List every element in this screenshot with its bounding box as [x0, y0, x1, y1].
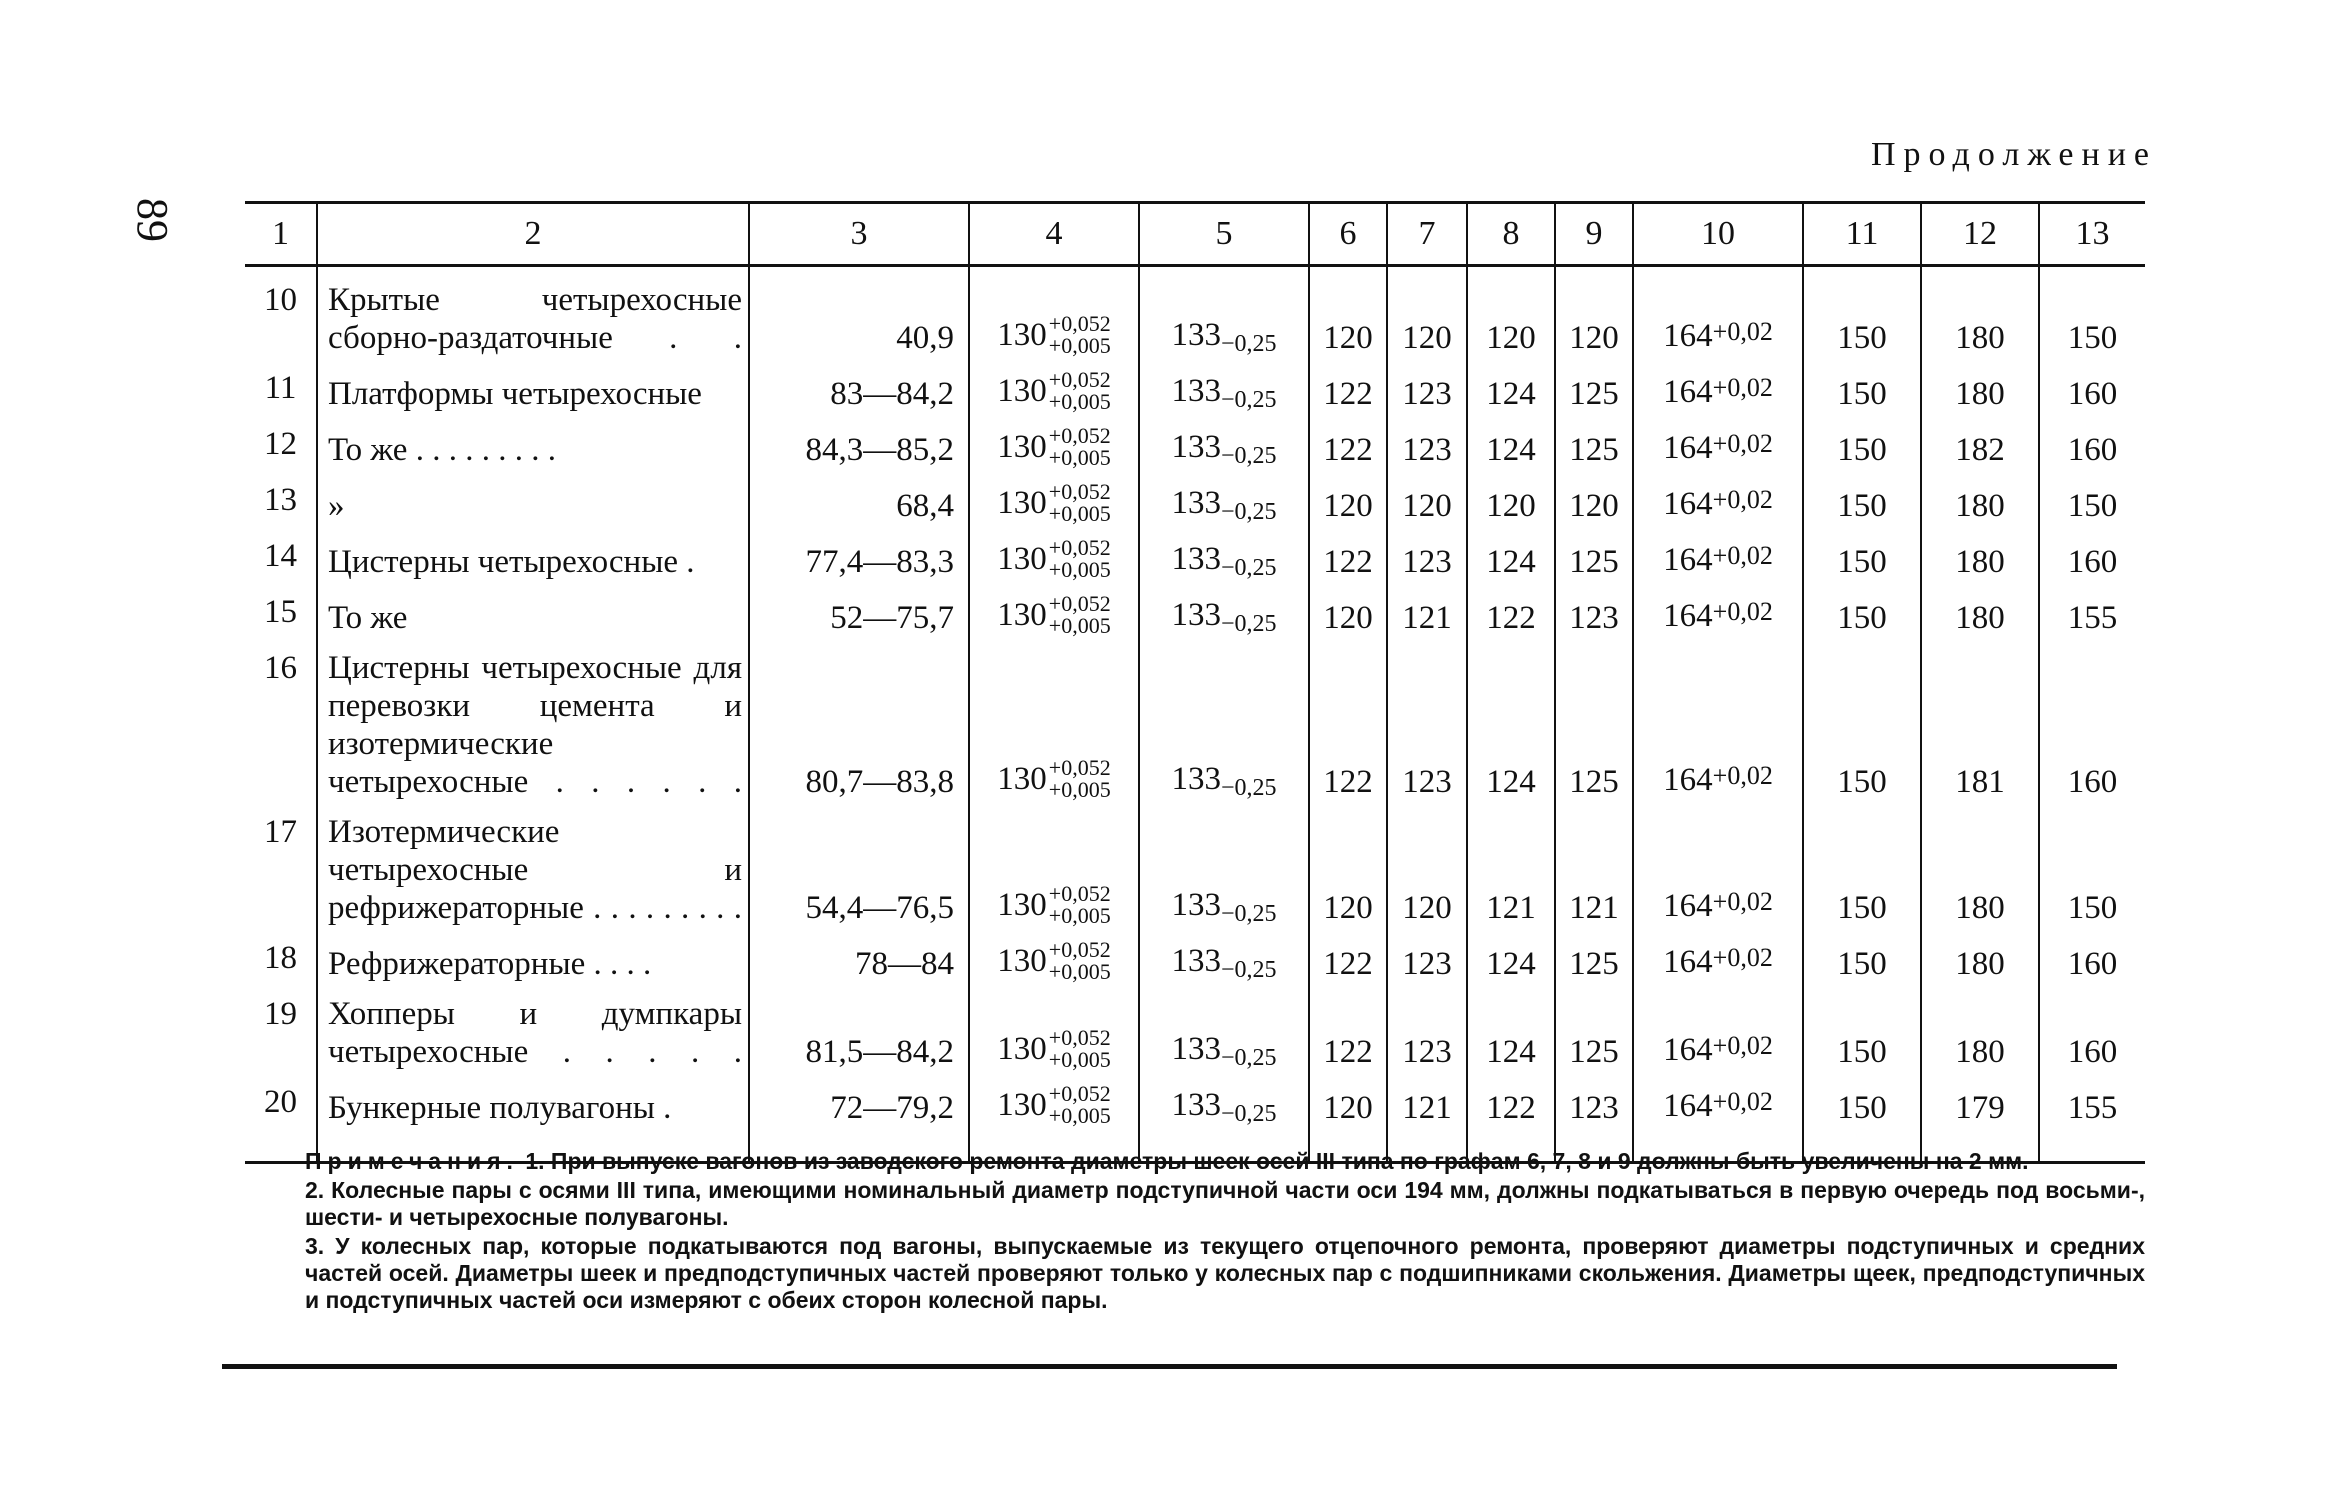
journal-diameter-c8: 124 — [1467, 363, 1555, 419]
journal-diameter-c9: 120 — [1555, 475, 1633, 531]
diameter-c13: 160 — [2039, 419, 2145, 475]
tolerance-133 — [1139, 933, 1309, 989]
tolerance-base: 164 — [1663, 542, 1713, 578]
journal-diameter-c7: 120 — [1387, 475, 1467, 531]
tolerance-lower: +0,005 — [1048, 333, 1111, 358]
axle-load-range: 40,9 — [749, 266, 969, 364]
journal-diameter-c7: 123 — [1387, 531, 1467, 587]
tolerance-base: 164 — [1663, 888, 1713, 924]
diameter-c11: 150 — [1803, 419, 1921, 475]
tolerance-upper: +0,052 — [1048, 1081, 1111, 1106]
row-number: 13 — [264, 482, 297, 518]
tolerance-133 — [1139, 587, 1309, 643]
table-row — [245, 989, 2145, 1077]
tolerance-133 — [1139, 807, 1309, 933]
journal-diameter-c9: 123 — [1555, 1077, 1633, 1163]
column-header-10: 10 — [1633, 203, 1803, 266]
tolerance-base: 133 — [1171, 943, 1221, 979]
tolerance-164 — [1633, 643, 1803, 807]
tolerance-upper: +0,052 — [1048, 591, 1111, 616]
diameter-c12: 180 — [1921, 363, 2039, 419]
axle-load-range: 80,7—83,8 — [749, 643, 969, 807]
diameter-c11: 150 — [1803, 266, 1921, 364]
tolerance-base: 164 — [1663, 318, 1713, 354]
journal-diameter-c7: 123 — [1387, 419, 1467, 475]
table-row — [245, 266, 2145, 364]
note-3: 3. У колесных пар, которые подкатываются под вагоны, выпускаемые из текущего отцепочного ремонта, проверяют диаметры подступичных и средних частей осей. Диаметры шеек и предподступичных частей проверяют только у колесных пар с подшипниками скольжения. Диаметры щеек, предподступичных и подступичных частей оси измеряют с обеих сторон колесной пары. — [305, 1233, 2145, 1313]
tolerance-deviation: −0,25 — [1220, 387, 1277, 413]
car-type-name: Рефрижераторные . . . . — [317, 933, 749, 989]
tolerance-164 — [1633, 989, 1803, 1077]
tolerance-164 — [1633, 807, 1803, 933]
diameter-c13: 160 — [2039, 933, 2145, 989]
tolerance-deviation: +0,02 — [1712, 1087, 1773, 1116]
tolerance-164 — [1633, 266, 1803, 364]
tolerance-base: 130 — [997, 597, 1047, 633]
journal-diameter-c7: 120 — [1387, 266, 1467, 364]
diameter-c11: 150 — [1803, 587, 1921, 643]
journal-diameter-c9: 125 — [1555, 531, 1633, 587]
tolerance-base: 130 — [997, 429, 1047, 465]
journal-diameter-c7: 123 — [1387, 989, 1467, 1077]
tolerance-base: 130 — [997, 761, 1047, 797]
table-row — [245, 363, 2145, 419]
axle-load-range: 81,5—84,2 — [749, 989, 969, 1077]
tolerance-lower: +0,005 — [1048, 445, 1111, 470]
table-row — [245, 807, 2145, 933]
tolerance-base: 130 — [997, 943, 1047, 979]
car-type-name: Хопперы и думпкары четырехосные . . . . . — [317, 989, 749, 1077]
journal-diameter-c8: 121 — [1467, 807, 1555, 933]
journal-diameter-c6: 120 — [1309, 807, 1387, 933]
tolerance-deviation: +0,02 — [1712, 373, 1773, 402]
journal-diameter-c9: 125 — [1555, 989, 1633, 1077]
tolerance-base: 130 — [997, 1087, 1047, 1123]
note-2: 2. Колесные пары с осями III типа, имеющими номинальный диаметр подступичной части оси 194 мм, должны подкатываться в первую очередь под восьми-, шести- и четырехосные полувагоны. — [305, 1177, 2145, 1230]
tolerance-base: 164 — [1663, 374, 1713, 410]
tolerance-deviation: +0,02 — [1712, 429, 1773, 458]
row-number: 20 — [245, 1077, 317, 1163]
journal-diameter-c8: 122 — [1467, 1077, 1555, 1163]
tolerance-lower: +0,005 — [1048, 959, 1111, 984]
journal-diameter-c8: 124 — [1467, 419, 1555, 475]
diameter-c12: 181 — [1921, 643, 2039, 807]
diameter-c12: 180 — [1921, 807, 2039, 933]
tolerance-133 — [1139, 363, 1309, 419]
column-header-6: 6 — [1309, 203, 1387, 266]
tolerance-lower: +0,005 — [1048, 389, 1111, 414]
column-header-13: 13 — [2039, 203, 2145, 266]
diameter-c13: 160 — [2039, 643, 2145, 807]
tolerance-deviation: +0,02 — [1712, 887, 1773, 916]
table-row — [245, 531, 2145, 587]
diameter-c13: 160 — [2039, 363, 2145, 419]
tolerance-130 — [969, 475, 1139, 531]
column-number-row — [245, 203, 2145, 266]
journal-diameter-c7: 123 — [1387, 363, 1467, 419]
tolerance-133 — [1139, 531, 1309, 587]
tolerance-base: 133 — [1171, 429, 1221, 465]
column-header-11: 11 — [1803, 203, 1921, 266]
tolerance-base: 130 — [997, 1031, 1047, 1067]
tolerance-deviation: −0,25 — [1220, 957, 1277, 983]
tolerance-lower: +0,005 — [1048, 777, 1111, 802]
column-header-1: 1 — [245, 203, 317, 266]
data-table-container — [245, 201, 2145, 1164]
tolerance-164 — [1633, 531, 1803, 587]
tolerance-lower: +0,005 — [1048, 557, 1111, 582]
note-1-text: 1. При выпуске вагонов из заводского ремонта диаметры шеек осей III типа по графам 6, 7, 8 и 9 должны быть увеличены на 2 мм. — [525, 1148, 2029, 1174]
diameter-c12: 180 — [1921, 587, 2039, 643]
tolerance-upper: +0,052 — [1048, 423, 1111, 448]
diameter-c12: 180 — [1921, 989, 2039, 1077]
axle-load-range: 83—84,2 — [749, 363, 969, 419]
tolerance-base: 133 — [1171, 541, 1221, 577]
tolerance-upper: +0,052 — [1048, 1025, 1111, 1050]
tolerance-lower: +0,005 — [1048, 903, 1111, 928]
note-1 — [245, 1148, 2145, 1175]
car-type-name: Платформы четырехосные — [317, 363, 749, 419]
journal-diameter-c8: 124 — [1467, 531, 1555, 587]
tolerance-164 — [1633, 475, 1803, 531]
tolerance-base: 133 — [1171, 317, 1221, 353]
axle-load-range: 72—79,2 — [749, 1077, 969, 1163]
journal-diameter-c6: 120 — [1309, 1077, 1387, 1163]
row-number: 16 — [264, 650, 297, 686]
table-row — [245, 587, 2145, 643]
journal-diameter-c6: 122 — [1309, 643, 1387, 807]
journal-diameter-c6: 120 — [1309, 587, 1387, 643]
diameter-c12: 180 — [1921, 266, 2039, 364]
tolerance-deviation: +0,02 — [1712, 1031, 1773, 1060]
tolerance-base: 133 — [1171, 597, 1221, 633]
tolerance-base: 164 — [1663, 486, 1713, 522]
tolerance-upper: +0,052 — [1048, 367, 1111, 392]
row-number: 12 — [264, 426, 297, 462]
continuation-label: Продолжение — [1870, 136, 2157, 173]
table-body — [245, 266, 2145, 1163]
car-type-name: То же — [317, 587, 749, 643]
tolerance-164 — [1633, 587, 1803, 643]
column-header-5: 5 — [1139, 203, 1309, 266]
tolerance-deviation: −0,25 — [1220, 1101, 1277, 1127]
diameter-c13: 155 — [2039, 587, 2145, 643]
tolerance-base: 133 — [1171, 761, 1221, 797]
diameter-c13: 150 — [2039, 807, 2145, 933]
axle-load-range: 68,4 — [749, 475, 969, 531]
diameter-c11: 150 — [1803, 643, 1921, 807]
axle-dimensions-table — [245, 201, 2145, 1164]
journal-diameter-c8: 124 — [1467, 989, 1555, 1077]
tolerance-130 — [969, 266, 1139, 364]
table-row — [245, 419, 2145, 475]
tolerance-133 — [1139, 643, 1309, 807]
tolerance-133 — [1139, 989, 1309, 1077]
page-number: 89 — [128, 198, 177, 242]
diameter-c11: 150 — [1803, 363, 1921, 419]
journal-diameter-c9: 120 — [1555, 266, 1633, 364]
tolerance-deviation: +0,02 — [1712, 485, 1773, 514]
journal-diameter-c7: 120 — [1387, 807, 1467, 933]
diameter-c11: 150 — [1803, 531, 1921, 587]
journal-diameter-c9: 125 — [1555, 363, 1633, 419]
tolerance-base: 164 — [1663, 944, 1713, 980]
diameter-c11: 150 — [1803, 1077, 1921, 1163]
row-number: 15 — [264, 594, 297, 630]
tolerance-130 — [969, 643, 1139, 807]
car-type-name: Бункерные полувагоны . — [317, 1077, 749, 1163]
diameter-c13: 160 — [2039, 989, 2145, 1077]
diameter-c11: 150 — [1803, 475, 1921, 531]
journal-diameter-c7: 121 — [1387, 1077, 1467, 1163]
tolerance-133 — [1139, 475, 1309, 531]
table-row — [245, 643, 2145, 807]
tolerance-base: 130 — [997, 541, 1047, 577]
row-number: 14 — [264, 538, 297, 574]
tolerance-deviation: −0,25 — [1220, 901, 1277, 927]
diameter-c12: 182 — [1921, 419, 2039, 475]
column-header-8: 8 — [1467, 203, 1555, 266]
tolerance-164 — [1633, 933, 1803, 989]
tolerance-base: 130 — [997, 485, 1047, 521]
tolerance-upper: +0,052 — [1048, 937, 1111, 962]
car-type-name: Крытые четырехосные сборно-раздаточные . . — [317, 266, 749, 364]
journal-diameter-c9: 125 — [1555, 419, 1633, 475]
tolerance-130 — [969, 531, 1139, 587]
axle-load-range: 84,3—85,2 — [749, 419, 969, 475]
diameter-c11: 150 — [1803, 807, 1921, 933]
tolerance-base: 133 — [1171, 887, 1221, 923]
tolerance-deviation: +0,02 — [1712, 761, 1773, 790]
journal-diameter-c9: 125 — [1555, 933, 1633, 989]
car-type-name: » — [317, 475, 749, 531]
tolerance-base: 164 — [1663, 1088, 1713, 1124]
journal-diameter-c8: 120 — [1467, 266, 1555, 364]
tolerance-130 — [969, 807, 1139, 933]
tolerance-base: 133 — [1171, 485, 1221, 521]
car-type-name: То же . . . . . . . . . — [317, 419, 749, 475]
tolerance-deviation: +0,02 — [1712, 317, 1773, 346]
row-number: 17 — [264, 814, 297, 850]
row-number: 11 — [264, 370, 297, 406]
diameter-c13: 160 — [2039, 531, 2145, 587]
journal-diameter-c9: 121 — [1555, 807, 1633, 933]
tolerance-deviation: +0,02 — [1712, 597, 1773, 626]
tolerance-base: 164 — [1663, 598, 1713, 634]
journal-diameter-c6: 120 — [1309, 266, 1387, 364]
diameter-c13: 150 — [2039, 475, 2145, 531]
tolerance-164 — [1633, 419, 1803, 475]
journal-diameter-c6: 122 — [1309, 531, 1387, 587]
axle-load-range: 77,4—83,3 — [749, 531, 969, 587]
table-row — [245, 475, 2145, 531]
column-header-7: 7 — [1387, 203, 1467, 266]
row-number: 10 — [264, 282, 297, 318]
diameter-c11: 150 — [1803, 989, 1921, 1077]
tolerance-130 — [969, 363, 1139, 419]
notes-heading: Примечания. — [305, 1148, 519, 1174]
journal-diameter-c8: 124 — [1467, 933, 1555, 989]
tolerance-deviation: +0,02 — [1712, 943, 1773, 972]
tolerance-deviation: −0,25 — [1220, 499, 1277, 525]
tolerance-deviation: −0,25 — [1220, 443, 1277, 469]
column-header-9: 9 — [1555, 203, 1633, 266]
tolerance-deviation: −0,25 — [1220, 775, 1277, 801]
tolerance-130 — [969, 587, 1139, 643]
notes-block — [245, 1148, 2145, 1316]
car-type-name: Цистерны четырехосные . — [317, 531, 749, 587]
diameter-c13: 150 — [2039, 266, 2145, 364]
tolerance-164 — [1633, 363, 1803, 419]
tolerance-base: 133 — [1171, 373, 1221, 409]
car-type-name: Изотермические четырехосные и рефрижераторные . . . . . . . . . — [317, 807, 749, 933]
tolerance-lower: +0,005 — [1048, 501, 1111, 526]
tolerance-lower: +0,005 — [1048, 613, 1111, 638]
tolerance-upper: +0,052 — [1048, 535, 1111, 560]
journal-diameter-c7: 123 — [1387, 643, 1467, 807]
tolerance-deviation: +0,02 — [1712, 541, 1773, 570]
tolerance-base: 164 — [1663, 762, 1713, 798]
journal-diameter-c6: 122 — [1309, 989, 1387, 1077]
diameter-c12: 180 — [1921, 475, 2039, 531]
journal-diameter-c8: 124 — [1467, 643, 1555, 807]
row-number: 19 — [264, 996, 297, 1032]
tolerance-base: 164 — [1663, 1032, 1713, 1068]
tolerance-upper: +0,052 — [1048, 881, 1111, 906]
tolerance-lower: +0,005 — [1048, 1047, 1111, 1072]
column-header-12: 12 — [1921, 203, 2039, 266]
tolerance-upper: +0,052 — [1048, 755, 1111, 780]
diameter-c12: 180 — [1921, 933, 2039, 989]
tolerance-deviation: −0,25 — [1220, 331, 1277, 357]
tolerance-base: 133 — [1171, 1087, 1221, 1123]
journal-diameter-c6: 120 — [1309, 475, 1387, 531]
row-number: 18 — [264, 940, 297, 976]
tolerance-deviation: −0,25 — [1220, 1045, 1277, 1071]
tolerance-130 — [969, 989, 1139, 1077]
journal-diameter-c9: 125 — [1555, 643, 1633, 807]
tolerance-base: 130 — [997, 887, 1047, 923]
axle-load-range: 78—84 — [749, 933, 969, 989]
journal-diameter-c7: 121 — [1387, 587, 1467, 643]
journal-diameter-c8: 122 — [1467, 587, 1555, 643]
journal-diameter-c9: 123 — [1555, 587, 1633, 643]
tolerance-base: 133 — [1171, 1031, 1221, 1067]
tolerance-deviation: −0,25 — [1220, 611, 1277, 637]
tolerance-upper: +0,052 — [1048, 479, 1111, 504]
column-header-4: 4 — [969, 203, 1139, 266]
axle-load-range: 52—75,7 — [749, 587, 969, 643]
car-type-name: Цистерны четырехосные для перевозки цемента и изотермические четырехосные . . . . . . — [317, 643, 749, 807]
tolerance-upper: +0,052 — [1048, 311, 1111, 336]
column-header-2: 2 — [317, 203, 749, 266]
bottom-rule — [222, 1364, 2117, 1369]
diameter-c11: 150 — [1803, 933, 1921, 989]
tolerance-base: 130 — [997, 373, 1047, 409]
tolerance-base: 130 — [997, 317, 1047, 353]
journal-diameter-c8: 120 — [1467, 475, 1555, 531]
diameter-c12: 179 — [1921, 1077, 2039, 1163]
journal-diameter-c7: 123 — [1387, 933, 1467, 989]
column-header-3: 3 — [749, 203, 969, 266]
axle-load-range: 54,4—76,5 — [749, 807, 969, 933]
tolerance-base: 164 — [1663, 430, 1713, 466]
journal-diameter-c6: 122 — [1309, 363, 1387, 419]
tolerance-deviation: −0,25 — [1220, 555, 1277, 581]
table-row — [245, 933, 2145, 989]
tolerance-lower: +0,005 — [1048, 1103, 1111, 1128]
tolerance-133 — [1139, 419, 1309, 475]
journal-diameter-c6: 122 — [1309, 933, 1387, 989]
diameter-c13: 155 — [2039, 1077, 2145, 1163]
tolerance-130 — [969, 933, 1139, 989]
tolerance-133 — [1139, 266, 1309, 364]
tolerance-130 — [969, 419, 1139, 475]
diameter-c12: 180 — [1921, 531, 2039, 587]
journal-diameter-c6: 122 — [1309, 419, 1387, 475]
